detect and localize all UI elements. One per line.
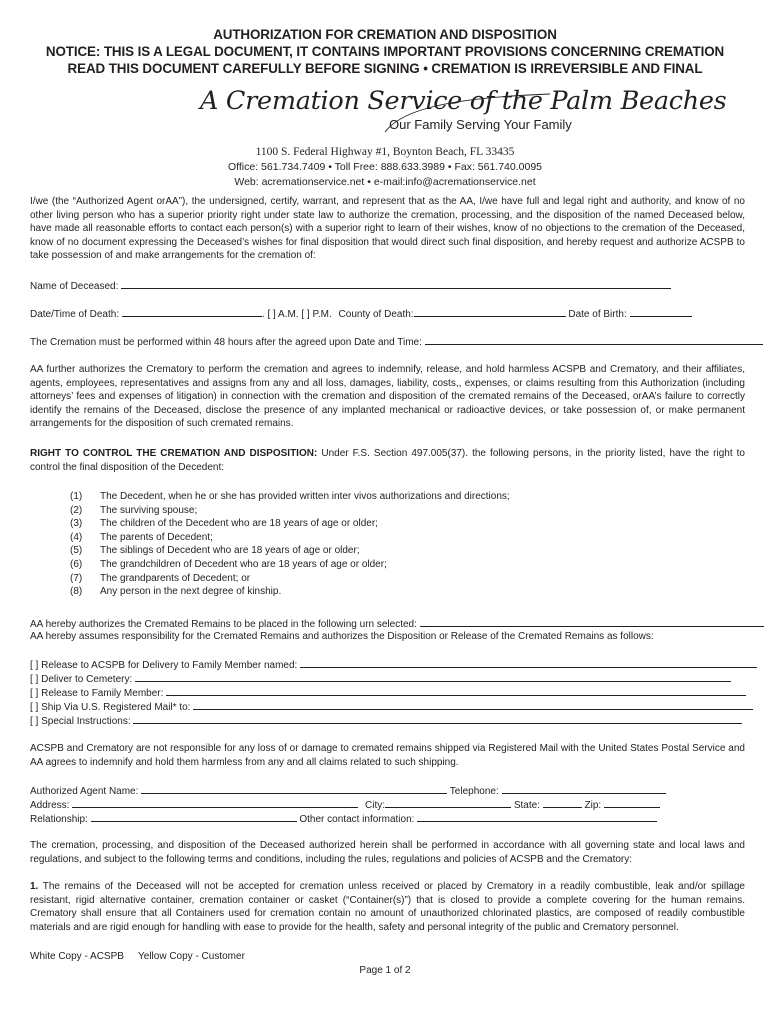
release-family-field[interactable]	[166, 687, 746, 696]
right-to-control-heading: RIGHT TO CONTROL THE CREMATION AND DISPOSITION:	[30, 448, 318, 459]
zip-field[interactable]	[604, 799, 660, 808]
read-carefully-notice: READ THIS DOCUMENT CAREFULLY BEFORE SIGNING • CREMATION IS IRREVERSIBLE AND FINAL	[67, 61, 703, 76]
release-acspb-checkbox[interactable]: [ ] Release to ACSPB for Delivery to Family Member named:	[30, 660, 298, 671]
list-item: (5) The siblings of Decedent who are 18 years of age or older;	[70, 545, 360, 557]
page-number: Page 1 of 2	[359, 965, 411, 976]
deliver-cemetery-field[interactable]	[135, 673, 731, 682]
county-field[interactable]	[414, 308, 566, 317]
death-datetime-field[interactable]	[122, 308, 262, 317]
urn-field[interactable]	[420, 618, 764, 627]
company-address: 1100 S. Federal Highway #1, Boynton Beach, FL 33435	[255, 146, 515, 158]
company-phones: Office: 561.734.7409 • Toll Free: 888.633.3989 • Fax: 561.740.0095	[227, 161, 543, 173]
term-1-number: 1.	[30, 881, 39, 892]
form-title: AUTHORIZATION FOR CREMATION AND DISPOSITION	[213, 27, 557, 42]
am-pm-checkboxes[interactable]: . [ ] A.M. [ ] P.M.	[261, 309, 332, 320]
city-field[interactable]	[385, 799, 511, 808]
agent-name-row	[30, 785, 666, 797]
list-item: (7) The grandparents of Decedent; or	[70, 572, 251, 584]
special-instructions-field[interactable]	[133, 715, 742, 724]
list-item: (4) The parents of Decedent;	[70, 531, 213, 543]
relationship-field[interactable]	[91, 813, 297, 822]
address-label: Address:	[30, 800, 70, 811]
disposition-option-row	[30, 701, 753, 713]
agent-name-label: Authorized Agent Name:	[30, 786, 139, 797]
term-1-text: The remains of the Deceased will not be accepted for cremation unless received or placed by Crematory in a readily combustible, leak and/or spillage resistant, rigid alternative container, cremation container or casket (“Container(s)”) that is closed to provide a complete covering for the human remains. Crematory shall ensure that all Containers used for cremation contain no amount of unauthorized chlorinated plastics, are composed of readily combustible materials and are rigid enough for handling with ease to provide for the health, safety and personal integrity of the public and Crematory personnel.	[30, 881, 745, 933]
company-web: Web: acremationservice.net • e-mail:info@acremationservice.net	[234, 176, 536, 188]
county-label: County of Death:	[338, 309, 414, 320]
disposition-option-row	[30, 673, 731, 685]
ship-mail-checkbox[interactable]: [ ] Ship Via U.S. Registered Mail* to:	[30, 702, 191, 713]
deliver-cemetery-checkbox[interactable]: [ ] Deliver to Cemetery:	[30, 674, 133, 685]
cremation-time-field[interactable]	[425, 336, 763, 345]
release-family-checkbox[interactable]: [ ] Release to Family Member:	[30, 688, 164, 699]
death-details-row	[30, 308, 692, 320]
shipping-paragraph: ACSPB and Crematory are not responsible for any loss of or damage to cremated remains shipped via Registered Mail with the United States Postal Service and AA agrees to indemnify and hold them harmless from any and all claims related to such shipping.	[30, 743, 745, 768]
right-to-control-text: Under F.S. Section 497.005(37). the following persons, in the priority listed, have the right to control the final disposition of the Decedent:	[30, 448, 745, 473]
state-label: State:	[513, 800, 540, 811]
death-datetime-label: Date/Time of Death:	[30, 309, 120, 320]
right-to-control-paragraph	[30, 447, 745, 474]
list-item: (2) The surviving spouse;	[70, 504, 198, 516]
deceased-name-label: Name of Deceased:	[30, 281, 119, 292]
state-field[interactable]	[543, 799, 582, 808]
list-item: (1) The Decedent, when he or she has provided written inter vivos authorizations and directions;	[70, 491, 510, 502]
deceased-name-row	[30, 280, 671, 292]
urn-label: AA hereby authorizes the Cremated Remains to be placed in the following urn selected:	[30, 619, 417, 630]
agent-name-field[interactable]	[141, 785, 447, 794]
intro-paragraph: I/we (the “Authorized Agent orAA”), the undersigned, certify, warrant, and represent that as the AA, I/we have full and legal right and authority, and know of no other living person who has a superior priority right under state law to authorize the cremation, processing, and the disposition of the named Deceased below, have made all reasonable efforts to contact each person(s) with a superior right to learn of their wishes, know of no objections to the cremation of the Deceased, know of no document expressing the Deceased’s wishes for final disposition that would direct such final disposition, and hereby request and authorize ACSPB to take possession of and make arrangements for the cremation of:	[30, 196, 745, 262]
ship-mail-field[interactable]	[193, 701, 753, 710]
zip-label: Zip:	[584, 800, 602, 811]
priority-list	[70, 490, 510, 599]
governing-paragraph: The cremation, processing, and disposition of the Deceased authorized herein shall be performed in accordance with all governing state and local laws and regulations, and subject to the following terms and conditions, including the rules, regulations and policies of ACSPB and the Crematory:	[30, 840, 745, 865]
cremation-time-label: The Cremation must be performed within 48 hours after the agreed upon Date and Time:	[30, 337, 422, 348]
term-1-paragraph	[30, 880, 745, 934]
list-item: (6) The grandchildren of Decedent who are 18 years of age or older;	[70, 558, 387, 570]
release-acspb-field[interactable]	[300, 659, 757, 668]
other-contact-field[interactable]	[417, 813, 657, 822]
disposition-option-row	[30, 715, 742, 727]
other-contact-label: Other contact information:	[299, 814, 415, 825]
disposition-option-row	[30, 687, 746, 699]
dob-label: Date of Birth:	[568, 309, 627, 320]
disposition-option-row	[30, 659, 757, 671]
address-field[interactable]	[72, 799, 358, 808]
telephone-field[interactable]	[502, 785, 666, 794]
dob-field[interactable]	[630, 308, 692, 317]
indemnity-paragraph: AA further authorizes the Crematory to perform the cremation and agrees to indemnify, release, and hold harmless ACSPB and Crematory, and their affiliates, agents, employees, representatives and assigns from any and all loss, damages, liability, costs,, expenses, or claims resulting from this Authorization (including attorneys’ fees and expenses of litigation) in connection with the cremation and disposition of the cremated remains of the Deceased, orAA’s failure to correctly identify the remains of the Deceased, disclose the presence of any implanted mechanical or radioactive devices, or take possession of, or make permanent arrangements for the disposition of such cremated remains.	[30, 364, 745, 430]
list-item: (8) Any person in the next degree of kinship.	[70, 586, 282, 598]
urn-row	[30, 618, 764, 630]
city-label: City:	[365, 800, 386, 811]
agent-relationship-row	[30, 813, 657, 825]
legal-notice: NOTICE: THIS IS A LEGAL DOCUMENT, IT CONTAINS IMPORTANT PROVISIONS CONCERNING CREMATION	[45, 44, 725, 59]
special-instructions-checkbox[interactable]: [ ] Special Instructions:	[30, 716, 131, 727]
cremation-time-row	[30, 336, 763, 348]
white-copy-note: White Copy - ACSPB	[30, 951, 124, 962]
yellow-copy-note: Yellow Copy - Customer	[138, 951, 245, 962]
agent-address-row	[30, 799, 660, 811]
relationship-label: Relationship:	[30, 814, 88, 825]
telephone-label: Telephone:	[449, 786, 499, 797]
company-logo-name: A Cremation Service of the Palm Beaches	[200, 86, 727, 116]
list-item: (3) The children of the Decedent who are 18 years of age or older;	[70, 518, 378, 530]
deceased-name-field[interactable]	[121, 280, 671, 289]
company-tagline: Our Family Serving Your Family	[389, 117, 572, 132]
responsibility-text: AA hereby assumes responsibility for the Cremated Remains and authorizes the Disposition or Release of the Cremated Remains as follows:	[30, 631, 654, 642]
